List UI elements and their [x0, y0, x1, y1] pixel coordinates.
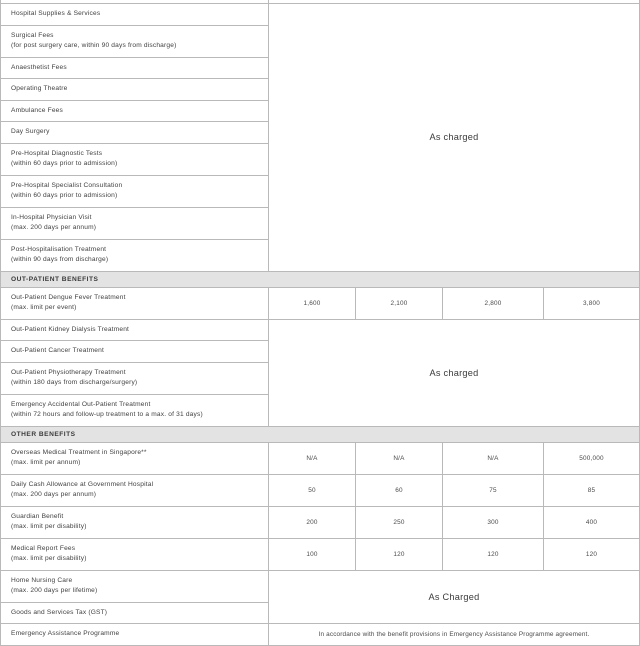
benefit-name: Out-Patient Physiotherapy Treatment: [11, 368, 126, 376]
merged-as-charged-cell: As Charged: [269, 570, 640, 624]
benefit-value-cell: 120: [544, 538, 640, 570]
table-row: [1, 474, 640, 506]
benefit-label-cell: [1, 506, 269, 538]
benefit-condition: (within 60 days prior to admission): [11, 192, 118, 199]
benefit-value-cell: 2,100: [356, 287, 443, 319]
benefit-label-cell: [1, 175, 269, 207]
benefit-name: In-Hospital Physician Visit: [11, 213, 92, 221]
benefit-condition: (max. limit per disability): [11, 523, 87, 530]
section-header-row: [1, 426, 640, 442]
benefit-name: Anaesthetist Fees: [11, 63, 67, 71]
benefit-value-cell: 500,000: [544, 442, 640, 474]
benefit-name: Goods and Services Tax (GST): [11, 608, 108, 616]
section-header-label: OUT-PATIENT BENEFITS: [1, 271, 640, 287]
benefit-value-cell: 100: [269, 538, 356, 570]
benefit-label-cell: [1, 319, 269, 341]
benefit-value-cell: 3,800: [544, 287, 640, 319]
benefit-name: Home Nursing Care: [11, 576, 73, 584]
benefit-condition: (for post surgery care, within 90 days from discharge): [11, 42, 177, 49]
benefit-name: Emergency Assistance Programme: [11, 630, 120, 637]
benefit-value-cell: 120: [356, 538, 443, 570]
benefit-name: Medical Report Fees: [11, 544, 76, 552]
benefit-condition: (max. 200 days per lifetime): [11, 587, 98, 594]
benefit-name: Daily Cash Allowance at Government Hospital: [11, 480, 154, 488]
benefit-label-cell: [1, 624, 269, 646]
benefit-name: Ambulance Fees: [11, 106, 63, 114]
benefit-condition: (within 90 days from discharge): [11, 256, 109, 263]
benefit-label-cell: [1, 143, 269, 175]
table-row: [1, 442, 640, 474]
benefit-name: Out-Patient Dengue Fever Treatment: [11, 293, 126, 301]
benefit-value-cell: N/A: [443, 442, 544, 474]
benefit-name: Hospital Supplies & Services: [11, 10, 101, 17]
benefit-value-cell: N/A: [356, 442, 443, 474]
benefit-condition: (within 72 hours and follow-up treatment to a max. of 31 days): [11, 411, 203, 418]
benefit-condition: (max. limit per annum): [11, 459, 81, 466]
benefit-label-cell: [1, 207, 269, 239]
benefit-condition: (within 60 days prior to admission): [11, 160, 118, 167]
table-row: [1, 506, 640, 538]
benefit-name: Day Surgery: [11, 128, 50, 135]
benefit-label-cell: [1, 341, 269, 363]
table-row: [1, 287, 640, 319]
table-row: [1, 319, 640, 341]
table-row: [1, 538, 640, 570]
benefit-condition: (max. 200 days per annum): [11, 491, 97, 498]
benefit-value-cell: 85: [544, 474, 640, 506]
table-row: [1, 624, 640, 646]
benefit-label-cell: [1, 79, 269, 101]
benefit-label-cell: [1, 57, 269, 79]
benefit-value-cell: 2,800: [443, 287, 544, 319]
section-header-label: OTHER BENEFITS: [1, 426, 640, 442]
benefit-value-cell: 120: [443, 538, 544, 570]
benefit-value-cell: 75: [443, 474, 544, 506]
benefit-value-cell: 50: [269, 474, 356, 506]
benefit-condition: (max. limit per event): [11, 304, 77, 311]
benefit-name: Emergency Accidental Out-Patient Treatment: [11, 400, 151, 408]
benefit-value-cell: 300: [443, 506, 544, 538]
benefit-condition: (max. 200 days per annum): [11, 224, 97, 231]
benefit-name: Out-Patient Kidney Dialysis Treatment: [11, 325, 130, 333]
benefit-name: Overseas Medical Treatment in Singapore**: [11, 448, 147, 456]
benefits-table-body: [1, 0, 640, 645]
benefit-label-cell: [1, 4, 269, 26]
benefit-label-cell: [1, 570, 269, 602]
merged-as-charged-cell: As charged: [269, 319, 640, 426]
merged-as-charged-cell: As charged: [269, 4, 640, 272]
benefit-note-cell: In accordance with the benefit provisions in Emergency Assistance Programme agreement.: [269, 624, 640, 646]
benefit-label-cell: [1, 287, 269, 319]
section-header-row: [1, 271, 640, 287]
benefit-condition: (max. limit per disability): [11, 555, 87, 562]
benefit-name: Pre-Hospital Diagnostic Tests: [11, 149, 103, 157]
benefit-label-cell: [1, 25, 269, 57]
table-row: [1, 570, 640, 602]
benefit-value-cell: 1,600: [269, 287, 356, 319]
benefit-label-cell: [1, 122, 269, 144]
benefit-label-cell: [1, 100, 269, 122]
table-row: [1, 4, 640, 26]
benefit-value-cell: 60: [356, 474, 443, 506]
benefit-value-cell: N/A: [269, 442, 356, 474]
benefit-name: Operating Theatre: [11, 85, 68, 92]
benefit-label-cell: [1, 442, 269, 474]
benefit-label-cell: [1, 394, 269, 426]
benefit-name: Out-Patient Cancer Treatment: [11, 347, 104, 354]
benefit-label-cell: [1, 239, 269, 271]
benefit-condition: (within 180 days from discharge/surgery): [11, 379, 138, 386]
benefit-label-cell: [1, 474, 269, 506]
benefit-value-cell: 200: [269, 506, 356, 538]
benefit-value-cell: 400: [544, 506, 640, 538]
benefit-name: Post-Hospitalisation Treatment: [11, 245, 107, 253]
benefit-name: Pre-Hospital Specialist Consultation: [11, 181, 123, 189]
benefit-value-cell: 250: [356, 506, 443, 538]
benefit-label-cell: [1, 602, 269, 624]
benefit-label-cell: [1, 538, 269, 570]
benefit-name: Surgical Fees: [11, 31, 54, 39]
benefit-name: Guardian Benefit: [11, 512, 64, 520]
benefit-label-cell: [1, 362, 269, 394]
